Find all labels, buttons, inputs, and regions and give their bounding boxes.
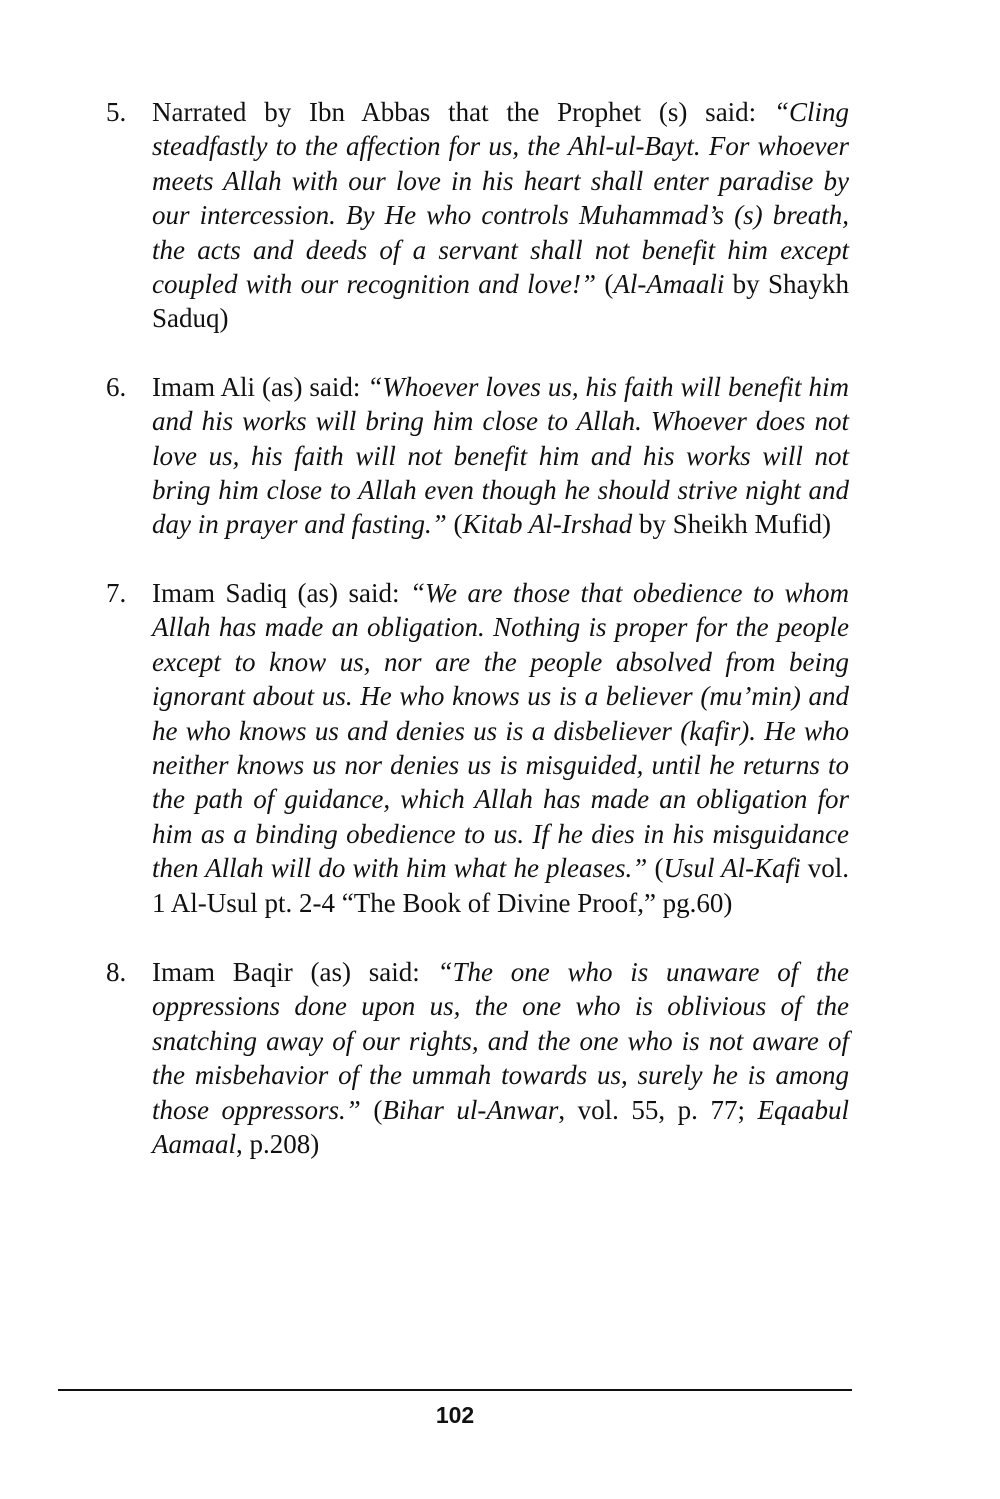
list-item <box>106 955 849 1161</box>
item-source-rest-2: , p.208) <box>236 1128 320 1159</box>
item-source-open: ( <box>446 509 463 540</box>
item-source-title: Bihar ul-Anwar <box>382 1094 559 1125</box>
item-source-rest: vol. 1 Al-Usul pt. 2-4 “The Book of Divine Proof,” pg.60) <box>152 853 849 918</box>
footer-divider <box>58 1389 852 1391</box>
item-intro: Imam Sadiq (as) said: <box>152 577 410 608</box>
item-source-open: ( <box>596 269 614 300</box>
item-number: 8. <box>106 956 127 987</box>
item-number: 5. <box>106 97 127 127</box>
page-number: 102 <box>435 1402 475 1428</box>
item-source-open: ( <box>647 853 664 884</box>
list-item <box>106 370 849 542</box>
item-intro: Narrated by Ibn Abbas that the Prophet (s) said: <box>152 97 774 127</box>
item-intro: Imam Baqir (as) said: <box>152 956 438 987</box>
item-source-title: Al-Amaali <box>613 269 725 300</box>
item-quote: “The one who is unaware of the oppressions done upon us, the one who is oblivious of the snatching away of our rights, and the one who is not aware of the misbehavior of the ummah towards us, surely he is among those oppressors.” <box>152 956 849 1125</box>
item-intro: Imam Ali (as) said: <box>152 371 368 402</box>
item-source-rest: by Sheikh Mufid) <box>632 509 832 540</box>
item-quote: “Whoever loves us, his faith will benefit him and his works will bring him close to Allah. Whoever does not love us, his faith will not benefit him and his works will not bring him close to Allah even though he should strive night and day in prayer and fasting.” <box>152 371 849 540</box>
page-content <box>106 95 849 1161</box>
list-item <box>106 95 849 336</box>
item-text <box>152 576 849 920</box>
item-quote: “We are those that obedience to whom Allah has made an obligation. Nothing is proper for the people except to know us, nor are the people absolved from being ignorant about us. He who knows us is a believer (mu’min) and he who knows us and denies us is a disbeliever (kafir). He who neither knows us nor denies us is misguided, until he returns to the path of guidance, which Allah has made an obligation for him as a binding obedience to us. If he dies in his misguidance then Allah will do with him what he pleases.” <box>152 577 849 884</box>
item-text <box>152 95 849 336</box>
item-text <box>152 370 849 542</box>
item-source-rest: , vol. 55, p. 77; <box>558 1094 758 1125</box>
item-quote: “Cling steadfastly to the affection for us, the Ahl-ul-Bayt. For whoever meets Allah with our love in his heart shall enter paradise by our intercession. By He who controls Muhammad’s (s) breath, the acts and deeds of a servant shall not benefit him except coupled with our recognition and love!” <box>152 97 849 300</box>
list-item <box>106 576 849 920</box>
item-number: 7. <box>106 577 127 608</box>
item-source-title: Kitab Al-Irshad <box>462 509 633 540</box>
item-text <box>152 955 849 1161</box>
item-source-title-2: Eqaabul Aamaal <box>152 1094 849 1159</box>
item-source-title: Usul Al-Kafi <box>663 853 801 884</box>
item-source-open: ( <box>360 1094 383 1125</box>
item-source-rest: by Shaykh Saduq) <box>152 269 849 334</box>
item-number: 6. <box>106 371 127 402</box>
